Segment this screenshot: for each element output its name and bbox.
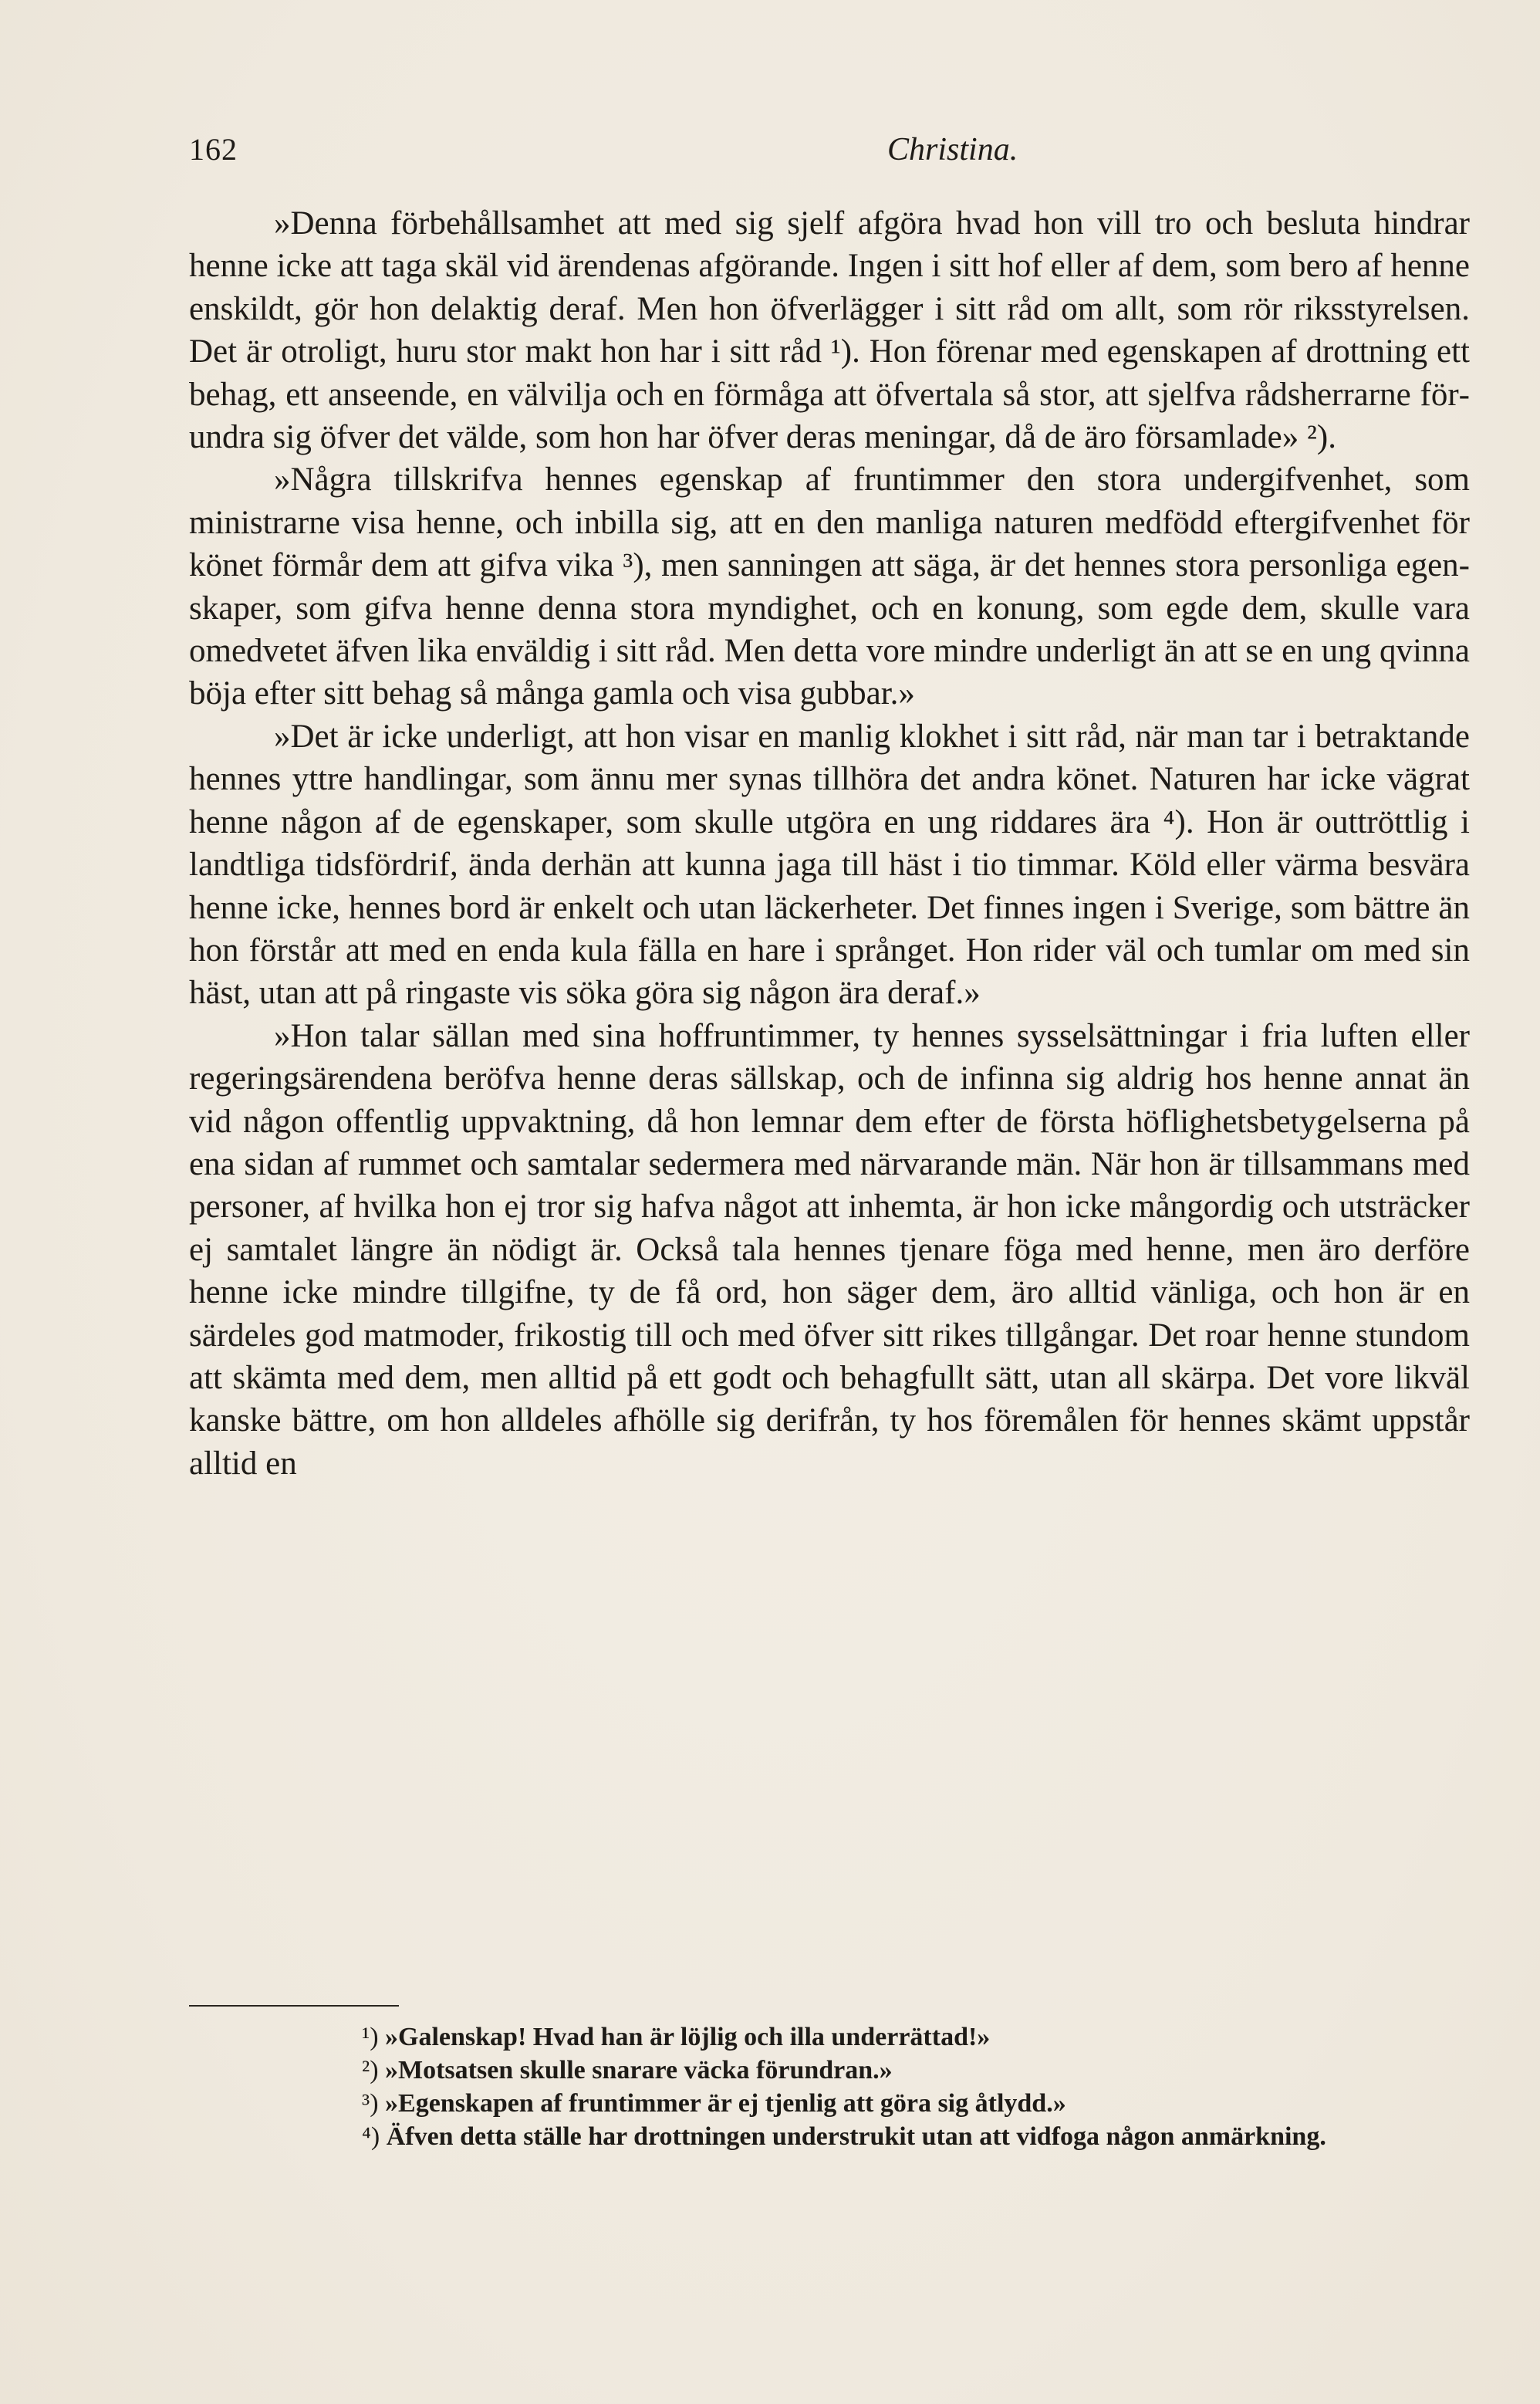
footnote-text: Äfven detta ställe har drottningen understrukit utan att vidfoga någon anmärkning. [386, 2122, 1326, 2151]
footnote-text: »Egenskapen af fruntimmer är ej tjenlig att göra sig åtlydd.» [385, 2089, 1066, 2118]
page-header [189, 131, 1470, 178]
footnotes [189, 2020, 1470, 2153]
footnote-text: »Motsatsen skulle snarare väcka förundran.» [385, 2056, 893, 2084]
running-title: Christina. [887, 132, 1018, 167]
footnote-divider [189, 2005, 399, 2007]
footnote [189, 2020, 1470, 2054]
paragraph: »Några tillskrifva hennes egenskap af fruntimmer den stora undergifvenhet, som ministrarne visa henne, och inbilla sig, att en den manliga naturen medfödd eftergifvenhet för könet förmår dem att gifva vika ³), men sanningen att säga, är det hennes stora personliga egenskaper, som gifva henne denna stora myndighet, och en konung, som egde dem, skulle vara omedvetet äfven lika enväldig i sitt råd. Men detta vore mindre underligt än att se en ung qvinna böja efter sitt behag så många gamla och visa gubbar.» [189, 462, 1470, 712]
paragraph: »Denna förbehållsamhet att med sig sjelf afgöra hvad hon vill tro och besluta hindrar henne icke att taga skäl vid ärendenas afgörande. Ingen i sitt hof eller af dem, som bero af henne enskildt, gör hon delaktig deraf. Men hon öfverlägger i sitt råd om allt, som rör riksstyrelsen. Det är otroligt, huru stor makt hon har i sitt råd ¹). Hon förenar med egenskapen af drottning ett behag, ett anseende, en välvilja och en förmåga att öfvertala så stor, att sjelfva rådsherrarne förundra sig öfver det välde, som hon har öfver deras meningar, då de äro församlade» ²). [189, 205, 1470, 456]
footnote-text: »Galenskap! Hvad han är löjlig och illa underrättad!» [385, 2023, 991, 2051]
footnote [189, 2054, 1470, 2087]
body-text [189, 202, 1470, 1485]
footnote-mark: ²) [362, 2056, 379, 2084]
footnote [189, 2120, 1470, 2153]
footnote-mark: ⁴) [362, 2122, 380, 2151]
paragraph: »Det är icke underligt, att hon visar en manlig klokhet i sitt råd, när man tar i betraktande hennes yttre handlingar, som ännu mer synas tillhöra det andra könet. Naturen har icke vägrat henne någon af de egenskaper, som skulle utgöra en ung riddares ära ⁴). Hon är outtröttlig i landtliga tidsfördrif, ända derhän att kunna jaga till häst i tio timmar. Köld eller värma besvära henne icke, hennes bord är enkelt och utan läckerheter. Det finnes ingen i Sverige, som bättre än hon förstår att med en enda kula fälla en hare i språnget. Hon rider väl och tumlar om med sin häst, utan att på ringaste vis söka göra sig någon ära deraf.» [189, 718, 1470, 1012]
paragraph: »Hon talar sällan med sina hoffruntimmer, ty hennes sysselsättningar i fria luften eller regeringsärendena beröfva henne deras sällskap, och de infinna sig aldrig hos henne annat än vid någon offentlig uppvaktning, då hon lemnar dem efter de första höflighetsbetygelserna på ena sidan af rummet och samtalar sedermera med närvarande män. När hon är tillsammans med personer, af hvilka hon ej tror sig hafva något att inhemta, är hon icke mångordig och utsträcker ej samtalet längre än nödigt är. Också tala hennes tjenare föga med henne, men äro derföre henne icke mindre tillgifne, ty de få ord, hon säger dem, äro alltid vänliga, och hon är en särdeles god matmoder, frikostig till och med öfver sitt rikes tillgångar. Det roar henne stundom att skämta med dem, men alltid på ett godt och behagfullt sätt, utan all skärpa. Det vore likväl kanske bättre, om hon alldeles afhölle sig derifrån, ty hos föremålen för hennes skämt uppstår alltid en [189, 1017, 1470, 1482]
footnote [189, 2087, 1470, 2120]
page-number: 162 [189, 132, 238, 167]
footnote-mark: ¹) [362, 2023, 379, 2051]
footnote-mark: ³) [362, 2089, 379, 2118]
